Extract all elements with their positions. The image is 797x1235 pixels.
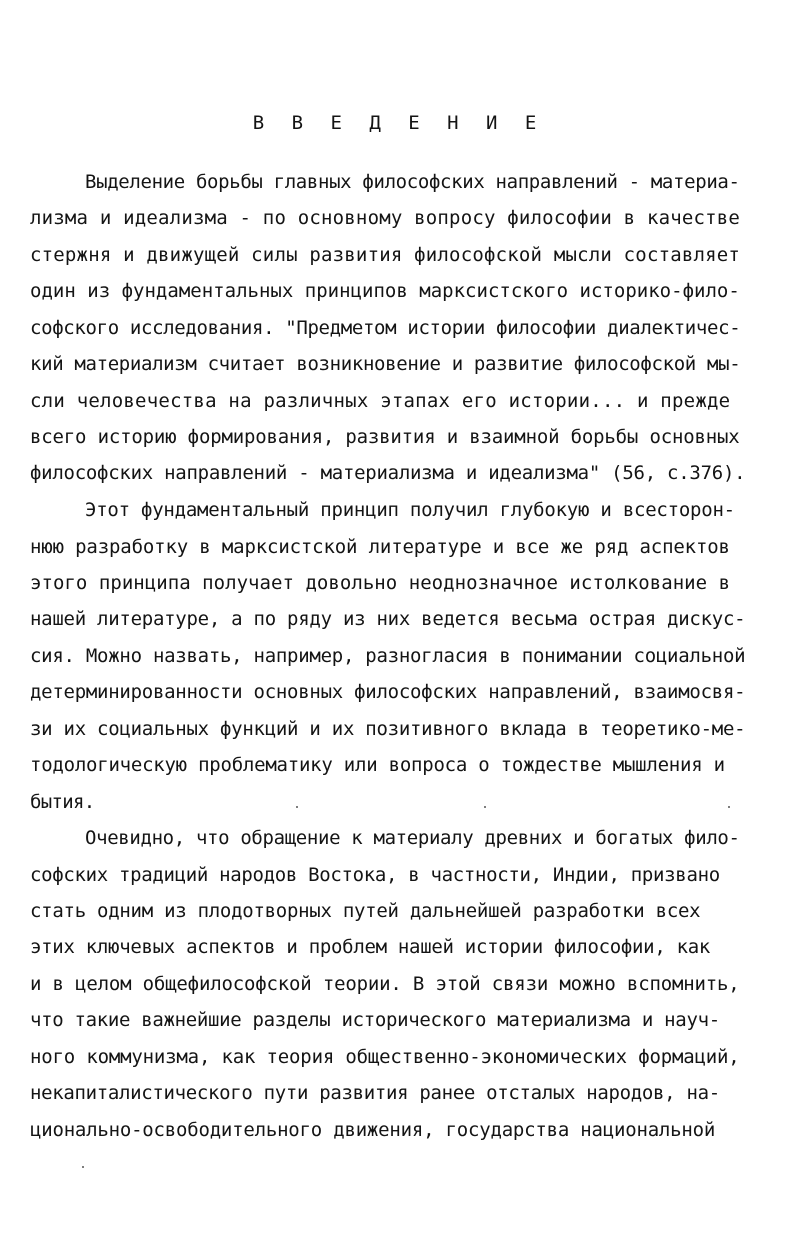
text-line: стержня и движущей силы развития философской мысли составляет <box>30 244 741 266</box>
text-line: стать одним из плодотворных путей дальнейшей разработки всех <box>30 900 701 922</box>
text-line: этого принципа получает довольно неоднозначное истолкование в <box>30 572 731 594</box>
text-line: ного коммунизма, как теория общественно-экономических формаций, <box>30 1046 740 1068</box>
text-line: детерминированности основных философских направлений, взаимосвя- <box>30 681 746 703</box>
page-title: В В Е Д Е Н И Е <box>252 112 545 134</box>
text-line: ционально-освободительного движения, государства национальной <box>30 1119 716 1141</box>
text-line: сия. Можно назвать, например, разногласия в понимании социальной <box>30 645 746 667</box>
text-line: софского исследования. "Предметом истории философии диалектичес- <box>30 317 741 339</box>
scan-speck <box>82 1166 84 1168</box>
scan-speck <box>296 806 298 808</box>
text-line: нашей литературе, а по ряду из них ведется весьма острая дискус- <box>30 608 746 630</box>
text-line: и в целом общефилософской теории. В этой связи можно вспомнить, <box>30 973 740 995</box>
text-line: философских направлений - материализма и идеализма" (56, с.376). <box>30 462 746 484</box>
text-line: Этот фундаментальный принцип получил глубокую и всесторон- <box>85 499 735 521</box>
text-line: бытия. <box>30 791 95 813</box>
text-line: нюю разработку в марксистской литературе и все же ряд аспектов <box>30 536 730 558</box>
text-line: зи их социальных функций и их позитивного вклада в теоретико-ме- <box>30 718 746 740</box>
text-line: что такие важнейшие разделы исторического материализма и науч- <box>30 1009 720 1031</box>
text-line: Выделение борьбы главных философских направлений - материа- <box>85 171 740 193</box>
text-line: софских традиций народов Востока, в частности, Индии, призвано <box>30 864 720 886</box>
text-line: всего историю формирования, развития и взаимной борьбы основных <box>30 426 740 448</box>
scan-speck <box>728 806 730 808</box>
text-line: один из фундаментальных принципов марксистского историко-фило- <box>30 280 740 302</box>
text-line: Очевидно, что обращение к материалу древних и богатых фило- <box>85 827 740 849</box>
scan-speck <box>484 806 486 808</box>
text-line: тодологическую проблематику или вопроса о тождестве мышления и <box>30 754 725 776</box>
text-line: кий материализм считает возникновение и развитие философской мы- <box>30 353 741 375</box>
text-line: этих ключевых аспектов и проблем нашей истории философии, как <box>30 936 711 958</box>
text-line: лизма и идеализма - по основному вопросу философии в качестве <box>30 207 741 229</box>
text-line: некапиталистического пути развития ранее отсталых народов, на- <box>30 1082 720 1104</box>
text-line: сли человечества на различных этапах его истории... и прежде <box>30 390 731 412</box>
